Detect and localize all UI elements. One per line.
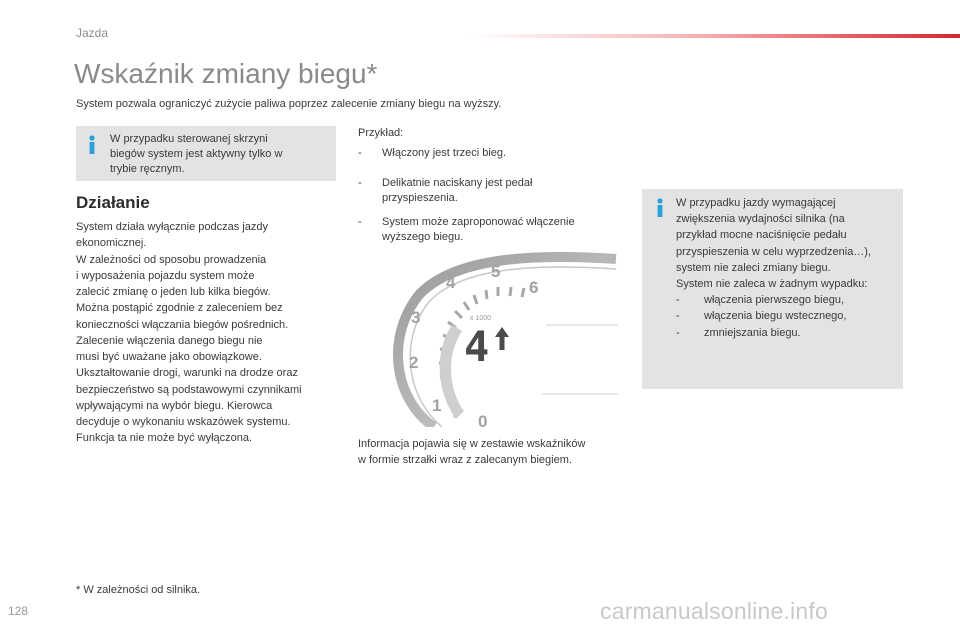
- info-line: system nie zaleci zmiany biegu.: [676, 261, 831, 274]
- watermark: carmanualsonline.info: [600, 598, 828, 624]
- gauge-unit-label: x 1000: [470, 315, 492, 322]
- info-list-item: [676, 325, 900, 341]
- body-line: Ukształtowanie drogi, warunki na drodze oraz: [76, 367, 298, 380]
- body-line: zalecić zmianę o jeden lub kilka biegów.: [76, 286, 271, 298]
- page-number: 128: [8, 604, 29, 618]
- page-title: Wskaźnik zmiany biegu*: [74, 58, 378, 89]
- section-label: Jazda: [76, 26, 109, 40]
- list-dash: -: [676, 294, 680, 307]
- example-label: Przykład:: [358, 127, 404, 139]
- step-line: przyspieszenia.: [382, 192, 458, 204]
- caption-line: w formie strzałki wraz z zalecanym biegiem.: [358, 454, 572, 466]
- step-item: [358, 146, 628, 162]
- body-line: konieczności włączania biegów pośrednich.: [76, 318, 289, 331]
- example-steps: [358, 146, 628, 254]
- info-icon: [654, 198, 666, 218]
- scale-number-0: 0: [478, 412, 488, 427]
- list-item-text: włączenia biegu wstecznego,: [704, 310, 847, 323]
- info-line: przykład mocne naciśnięcie pedału: [676, 229, 847, 242]
- step-item: [358, 176, 628, 207]
- info-icon: [86, 135, 98, 155]
- step-dash: -: [358, 215, 362, 228]
- body-line: wpływającymi na wybór biegu. Kierowca: [76, 399, 273, 412]
- step-line: wyższego biegu.: [382, 231, 464, 243]
- step-line: Delikatnie naciskany jest pedał: [382, 176, 533, 189]
- step-dash: -: [358, 176, 362, 189]
- body-line: Zalecenie włączenia danego biegu nie: [76, 334, 263, 347]
- step-dash: -: [358, 147, 362, 159]
- info-line: W przypadku sterowanej skrzyni: [110, 133, 268, 145]
- info-box-manual-gearbox: [76, 126, 336, 181]
- caption-line: Informacja pojawia się w zestawie wskaźników: [358, 438, 586, 450]
- gear-display: 4: [464, 322, 490, 371]
- scale-number-6: 6: [529, 278, 539, 297]
- body-line: bezpieczeństwo są podstawowymi czynnikami: [76, 383, 302, 396]
- info-line: trybie ręcznym.: [110, 163, 185, 175]
- list-dash: -: [676, 310, 680, 323]
- step-item: [358, 215, 628, 246]
- operation-body: [76, 219, 338, 447]
- body-line: W zależności od sposobu prowadzenia: [76, 253, 267, 266]
- step-line: Włączony jest trzeci bieg.: [382, 147, 507, 159]
- body-line: ekonomicznej.: [76, 237, 147, 250]
- info-line: biegów system jest aktywny tylko w: [110, 148, 283, 160]
- body-line: i wyposażenia pojazdu system może: [76, 269, 255, 282]
- body-line: Funkcja ta nie może być wyłączona.: [76, 432, 253, 445]
- info-line: W przypadku jazdy wymagającej: [676, 197, 836, 209]
- body-line: Można postąpić zgodnie z zaleceniem bez: [76, 302, 283, 315]
- section-heading: Działanie: [76, 193, 150, 212]
- info-box-text: [110, 132, 332, 177]
- info-list-item: [676, 292, 900, 308]
- info-line: zwiększenia wydajności silnika (na: [676, 213, 845, 226]
- scale-number-1: 1: [432, 396, 442, 415]
- intro-text: System pozwala ograniczyć zużycie paliwa poprzez zalecenie zmiany biegu na wyższy.: [76, 98, 502, 110]
- info-line: przyspieszenia w celu wyprzedzenia…),: [676, 245, 872, 258]
- scale-number-5: 5: [491, 262, 501, 281]
- body-line: musi być uważane jako obowiązkowe.: [76, 351, 262, 363]
- step-line: System może zaproponować włączenie: [382, 215, 575, 228]
- body-line: decyduje o wykonaniu wskazówek systemu.: [76, 416, 291, 428]
- footnote: * W zależności od silnika.: [76, 584, 201, 596]
- list-dash: -: [676, 326, 680, 339]
- info-list-item: [676, 308, 900, 324]
- body-line: System działa wyłącznie podczas jazdy: [76, 221, 268, 233]
- info-box-text: [676, 195, 900, 341]
- info-box-high-performance: [642, 189, 903, 389]
- list-item-text: włączenia pierwszego biegu,: [704, 294, 845, 307]
- list-item-text: zmniejszania biegu.: [704, 326, 801, 339]
- illustration-caption: [358, 436, 628, 468]
- scale-number-3: 3: [411, 308, 421, 327]
- scale-number-2: 2: [409, 353, 419, 372]
- info-line: System nie zaleca w żadnym wypadku:: [676, 278, 868, 291]
- tachometer-illustration: [356, 251, 620, 427]
- header-rule: [470, 34, 960, 38]
- scale-number-4: 4: [446, 273, 456, 292]
